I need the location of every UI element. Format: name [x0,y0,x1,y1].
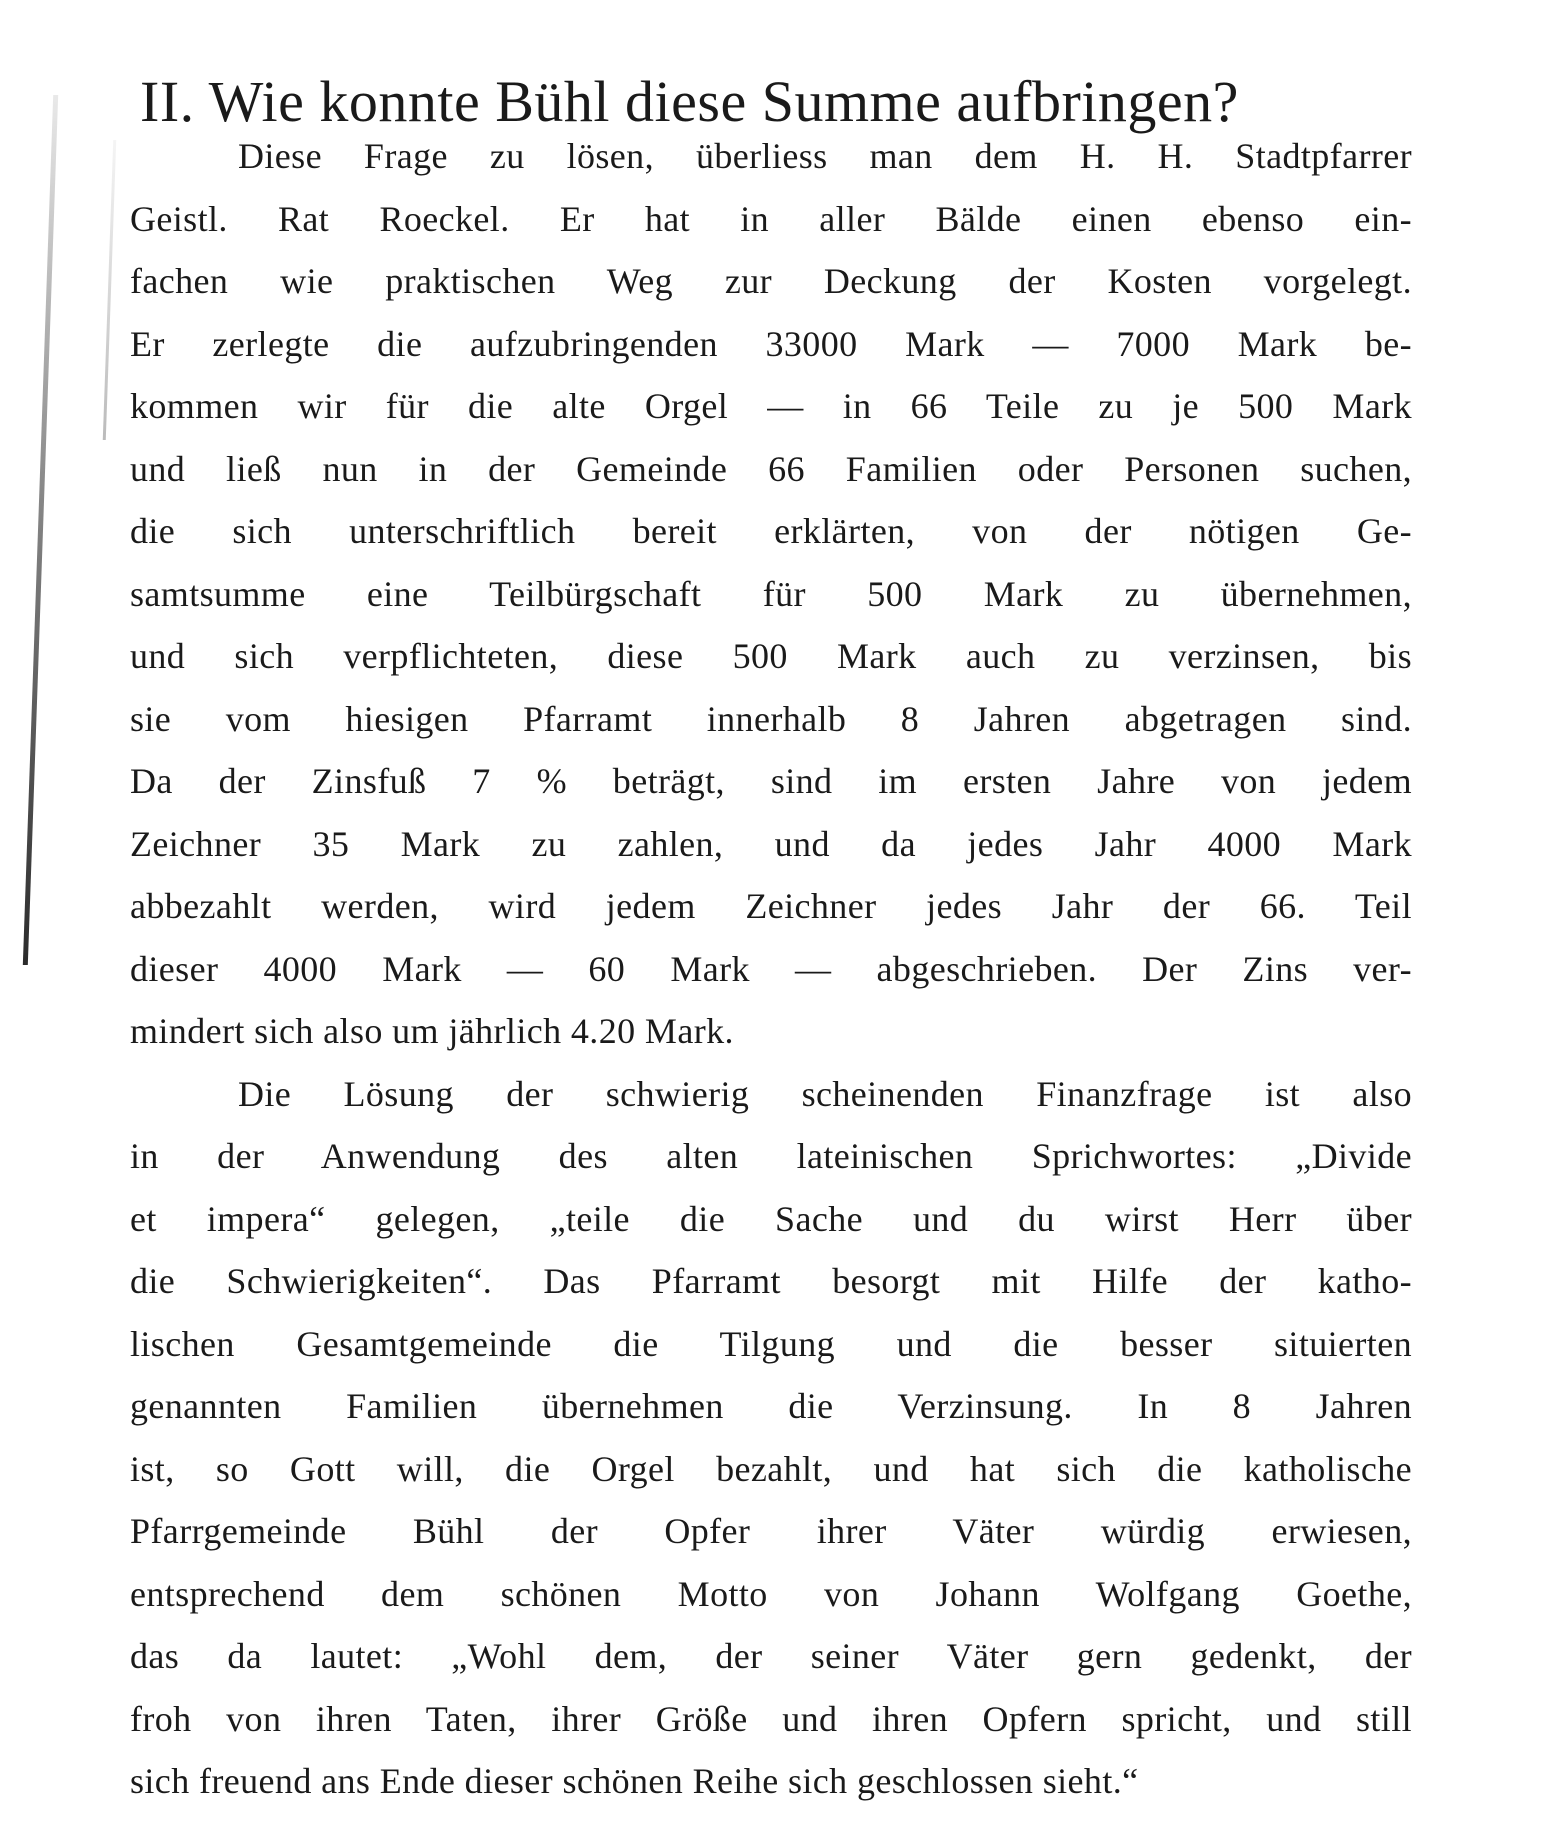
text-line: genannten Familien übernehmen die Verzinsung. In 8 Jahren [130,1386,1412,1426]
paragraph-1 [130,125,1412,1063]
text-line: Diese Frage zu lösen, überliess man dem H. H. Stadtpfarrer [238,136,1412,176]
text-line: Die Lösung der schwierig scheinenden Finanzfrage ist also [238,1073,1412,1114]
text-line: Da der Zinsfuß 7 % beträgt, sind im ersten Jahre von jedem [130,761,1412,801]
body-text [130,125,1412,1813]
text-line: Zeichner 35 Mark zu zahlen, und da jedes Jahr 4000 Mark [130,823,1412,864]
text-line: und sich verpflichteten, diese 500 Mark auch zu verzinsen, bis [130,636,1412,676]
text-line: entsprechend dem schönen Motto von Johann Wolfgang Goethe, [130,1573,1412,1614]
text-line: die sich unterschriftlich bereit erklärten, von der nötigen Ge- [130,511,1412,551]
text-line: Geistl. Rat Roeckel. Er hat in aller Bälde einen ebenso ein- [130,198,1412,239]
text-line: die Schwierigkeiten“. Das Pfarramt besorgt mit Hilfe der katho- [130,1261,1412,1301]
paragraph-2 [130,1063,1412,1813]
text-line: froh von ihren Taten, ihrer Größe und ihren Opfern spricht, und still [130,1698,1412,1739]
text-line: samtsumme eine Teilbürgschaft für 500 Mark zu übernehmen, [130,573,1412,614]
text-line: sich freuend ans Ende dieser schönen Reihe sich geschlossen sieht.“ [130,1761,1139,1801]
scan-edge-shadow [23,95,58,965]
text-line: in der Anwendung des alten lateinischen Sprichwortes: „Divide [130,1136,1412,1176]
text-line: lischen Gesamtgemeinde die Tilgung und die besser situierten [130,1323,1412,1364]
text-line: das da lautet: „Wohl dem, der seiner Väter gern gedenkt, der [130,1636,1412,1676]
text-line: et impera“ gelegen, „teile die Sache und du wirst Herr über [130,1198,1412,1239]
text-line: und ließ nun in der Gemeinde 66 Familien oder Personen suchen, [130,448,1412,489]
text-line: Er zerlegte die aufzubringenden 33000 Mark — 7000 Mark be- [130,323,1412,364]
text-line: kommen wir für die alte Orgel — in 66 Teile zu je 500 Mark [130,386,1412,426]
text-line: fachen wie praktischen Weg zur Deckung der Kosten vorgelegt. [130,261,1412,301]
text-line: Pfarrgemeinde Bühl der Opfer ihrer Väter würdig erwiesen, [130,1511,1412,1551]
section-heading: II. Wie konnte Bühl diese Summe aufbringen? [140,68,1239,134]
text-line: abbezahlt werden, wird jedem Zeichner jedes Jahr der 66. Teil [130,886,1412,926]
text-line: mindert sich also um jährlich 4.20 Mark. [130,1011,734,1051]
text-line: dieser 4000 Mark — 60 Mark — abgeschrieben. Der Zins ver- [130,948,1412,989]
text-line: ist, so Gott will, die Orgel bezahlt, und hat sich die katholische [130,1448,1412,1489]
scan-edge-shadow-faint [103,140,116,440]
text-line: sie vom hiesigen Pfarramt innerhalb 8 Jahren abgetragen sind. [130,698,1412,739]
